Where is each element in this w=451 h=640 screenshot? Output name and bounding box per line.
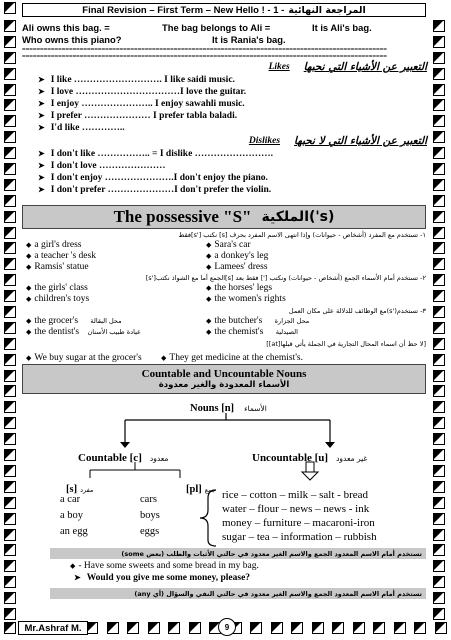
example-ar: محل البقالة (90, 317, 122, 325)
plural-example: eggs (140, 526, 160, 537)
example-item: ◆ children's toys (26, 294, 206, 305)
possessive-title-ar: الملكية('s) (261, 209, 335, 225)
singular-example: a car (60, 494, 81, 505)
plural-ar: جمع (204, 486, 216, 494)
rule-3: ٣- تستخدم('s)مع الوظائف للدلالة على مكان العمل (288, 307, 426, 315)
some-example: ◆ - Have some sweets and some bread in my bag. (70, 561, 259, 572)
header-title: Final Revision – First Term – New Hello ! - 1 - (82, 4, 285, 16)
rule-2: ٢- تستخدم أمام الأسماء الجمع (أشخاص - حيوانات) ونكتب ['] فقط بعد [s]الجمع أما مع الشواذ نكتب['s] (145, 274, 426, 282)
example-item: ◆ the women's rights (206, 294, 386, 305)
plural-example: boys (140, 510, 160, 521)
likes-item: ➤ I like ………………………. I like saidi music. (22, 74, 427, 86)
likes-heading-ar: التعبير عن الأشياء التي نحبها (303, 61, 427, 73)
uncountable-row: money – furniture – macaroni-iron (222, 517, 375, 529)
example-item: ◆ the horses' legs (206, 283, 386, 294)
likes-item: ➤ I love ……………………………I love the guitar. (22, 86, 427, 98)
uncountable-examples (222, 488, 377, 544)
uncountable-row: rice – cotton – milk – salt - bread (222, 489, 369, 501)
example-item: ◆ a donkey's leg (206, 251, 386, 262)
uncountable-label (252, 448, 367, 466)
example-en: the dentist's (34, 327, 80, 337)
example-ar: عيادة طبيب الأسنان (87, 328, 141, 336)
final-example: ◆ They get medicine at the chemist's. (161, 353, 303, 364)
example-en: the grocer's (34, 316, 79, 326)
likes-item: ➤ I'd like ………….. (22, 122, 427, 134)
singular-ar: مفرد (80, 486, 94, 494)
likes-heading-en: Likes (268, 62, 290, 72)
countable-label (78, 448, 168, 466)
separator-line: ===================================================================================================== (22, 53, 387, 60)
intro-text: It is Rania's bag. (212, 34, 286, 45)
dislikes-item: ➤ I don't love ………………… (22, 160, 427, 172)
example-item: ◆ Sara's car (206, 240, 386, 251)
example-item: ◆ the girls' class (26, 283, 206, 294)
example-item: ◆ a girl's dress (26, 240, 206, 251)
intro-text: Who owns this piano? (22, 34, 122, 45)
likes-item: ➤ I prefer ………………… I prefer tabla baladi. (22, 110, 427, 122)
example-en: the butcher's (214, 316, 263, 326)
header-title-ar: المراجعة النهائية (288, 4, 366, 16)
countable-ar: معدود (149, 454, 169, 463)
uncountable-row: water – flour – news – news - ink (222, 503, 370, 515)
plural-en: [pl] (186, 484, 202, 495)
some-rule (50, 548, 426, 559)
countable-examples (60, 494, 220, 538)
final-example: ◆ We buy sugar at the grocer's (26, 353, 161, 364)
plural-example: cars (140, 494, 157, 505)
some-example: ➤ Would you give me some money, please? (58, 572, 250, 584)
nouns-label (190, 398, 267, 416)
any-rule (50, 588, 426, 599)
likes-item: ➤ I enjoy ………………….. I enjoy sawahli music. (22, 98, 427, 110)
example-ar: الصيدلية (275, 328, 298, 336)
dislikes-heading-ar: التعبير عن الأشياء التي لا نحبها (294, 135, 427, 147)
any-rule-text: تستخدم أمام الاسم المعدود الجمع والاسم الغير معدود في حالتي النفي والسؤال (أي any) (134, 589, 422, 598)
uncountable-ar: غير معدود (336, 454, 368, 463)
nouns-en: Nouns [n] (190, 403, 235, 414)
rule-1: ١- تستخدم مع المفرد (أشخاص - حيوانات) وإذا انتهى الاسم المفرد بحرف [s] نكتب ['s]فقط (178, 231, 426, 239)
intro-text: The bag belongs to Ali = (162, 22, 271, 33)
dislikes-item: ➤ I don't enjoy ………………….I don't enjoy the piano. (22, 172, 427, 184)
singular-en: [s] (66, 484, 78, 495)
singular-example: a boy (60, 510, 84, 521)
singular-example: an egg (60, 526, 88, 537)
dislikes-item: ➤ I don't prefer …………………I don't prefer the violin. (22, 184, 427, 196)
possessive-title-en: The possessive "S" (113, 207, 252, 226)
some-rule-text: تستخدم أمام الاسم المعدود الجمع والاسم الغير معدود في حالتي الأثبات والطلب (بعض some) (121, 549, 422, 558)
nouns-ar: الأسماء (244, 404, 267, 413)
separator-line: ===================================================================================================== (22, 46, 387, 53)
arrow-icon (302, 472, 318, 480)
countable-title-ar: الأسماء المعدودة والغير معدودة (158, 380, 290, 390)
uncountable-row: sugar – tea – information – rubbish (222, 531, 377, 543)
example-item: ◆ Lamees' dress (206, 262, 386, 273)
uncountable-en: Uncountable [u] (252, 452, 329, 464)
countable-en: Countable [c] (78, 452, 142, 464)
dislikes-item: ➤ I don't like …………….. = I dislike ……………………. (22, 148, 427, 160)
countable-title-en: Countable and Uncountable Nouns (141, 368, 307, 380)
example-item: ◆ a teacher 's desk (26, 251, 206, 262)
page-number: 9 (218, 618, 236, 636)
example-ar: محل الجزارة (274, 317, 310, 325)
example-en: the chemist's (214, 327, 264, 337)
note: [لا حظ أن اسماء المحال التجارية في الجملة يأتي قبلها[at]] (266, 340, 426, 348)
intro-text: Ali owns this bag. = (22, 22, 110, 33)
example-item: ◆ Ramsis' statue (26, 262, 206, 273)
author-badge: Mr.Ashraf M. (18, 621, 88, 635)
dislikes-heading-en: Dislikes (248, 136, 281, 146)
intro-text: It is Ali's bag. (312, 22, 372, 33)
